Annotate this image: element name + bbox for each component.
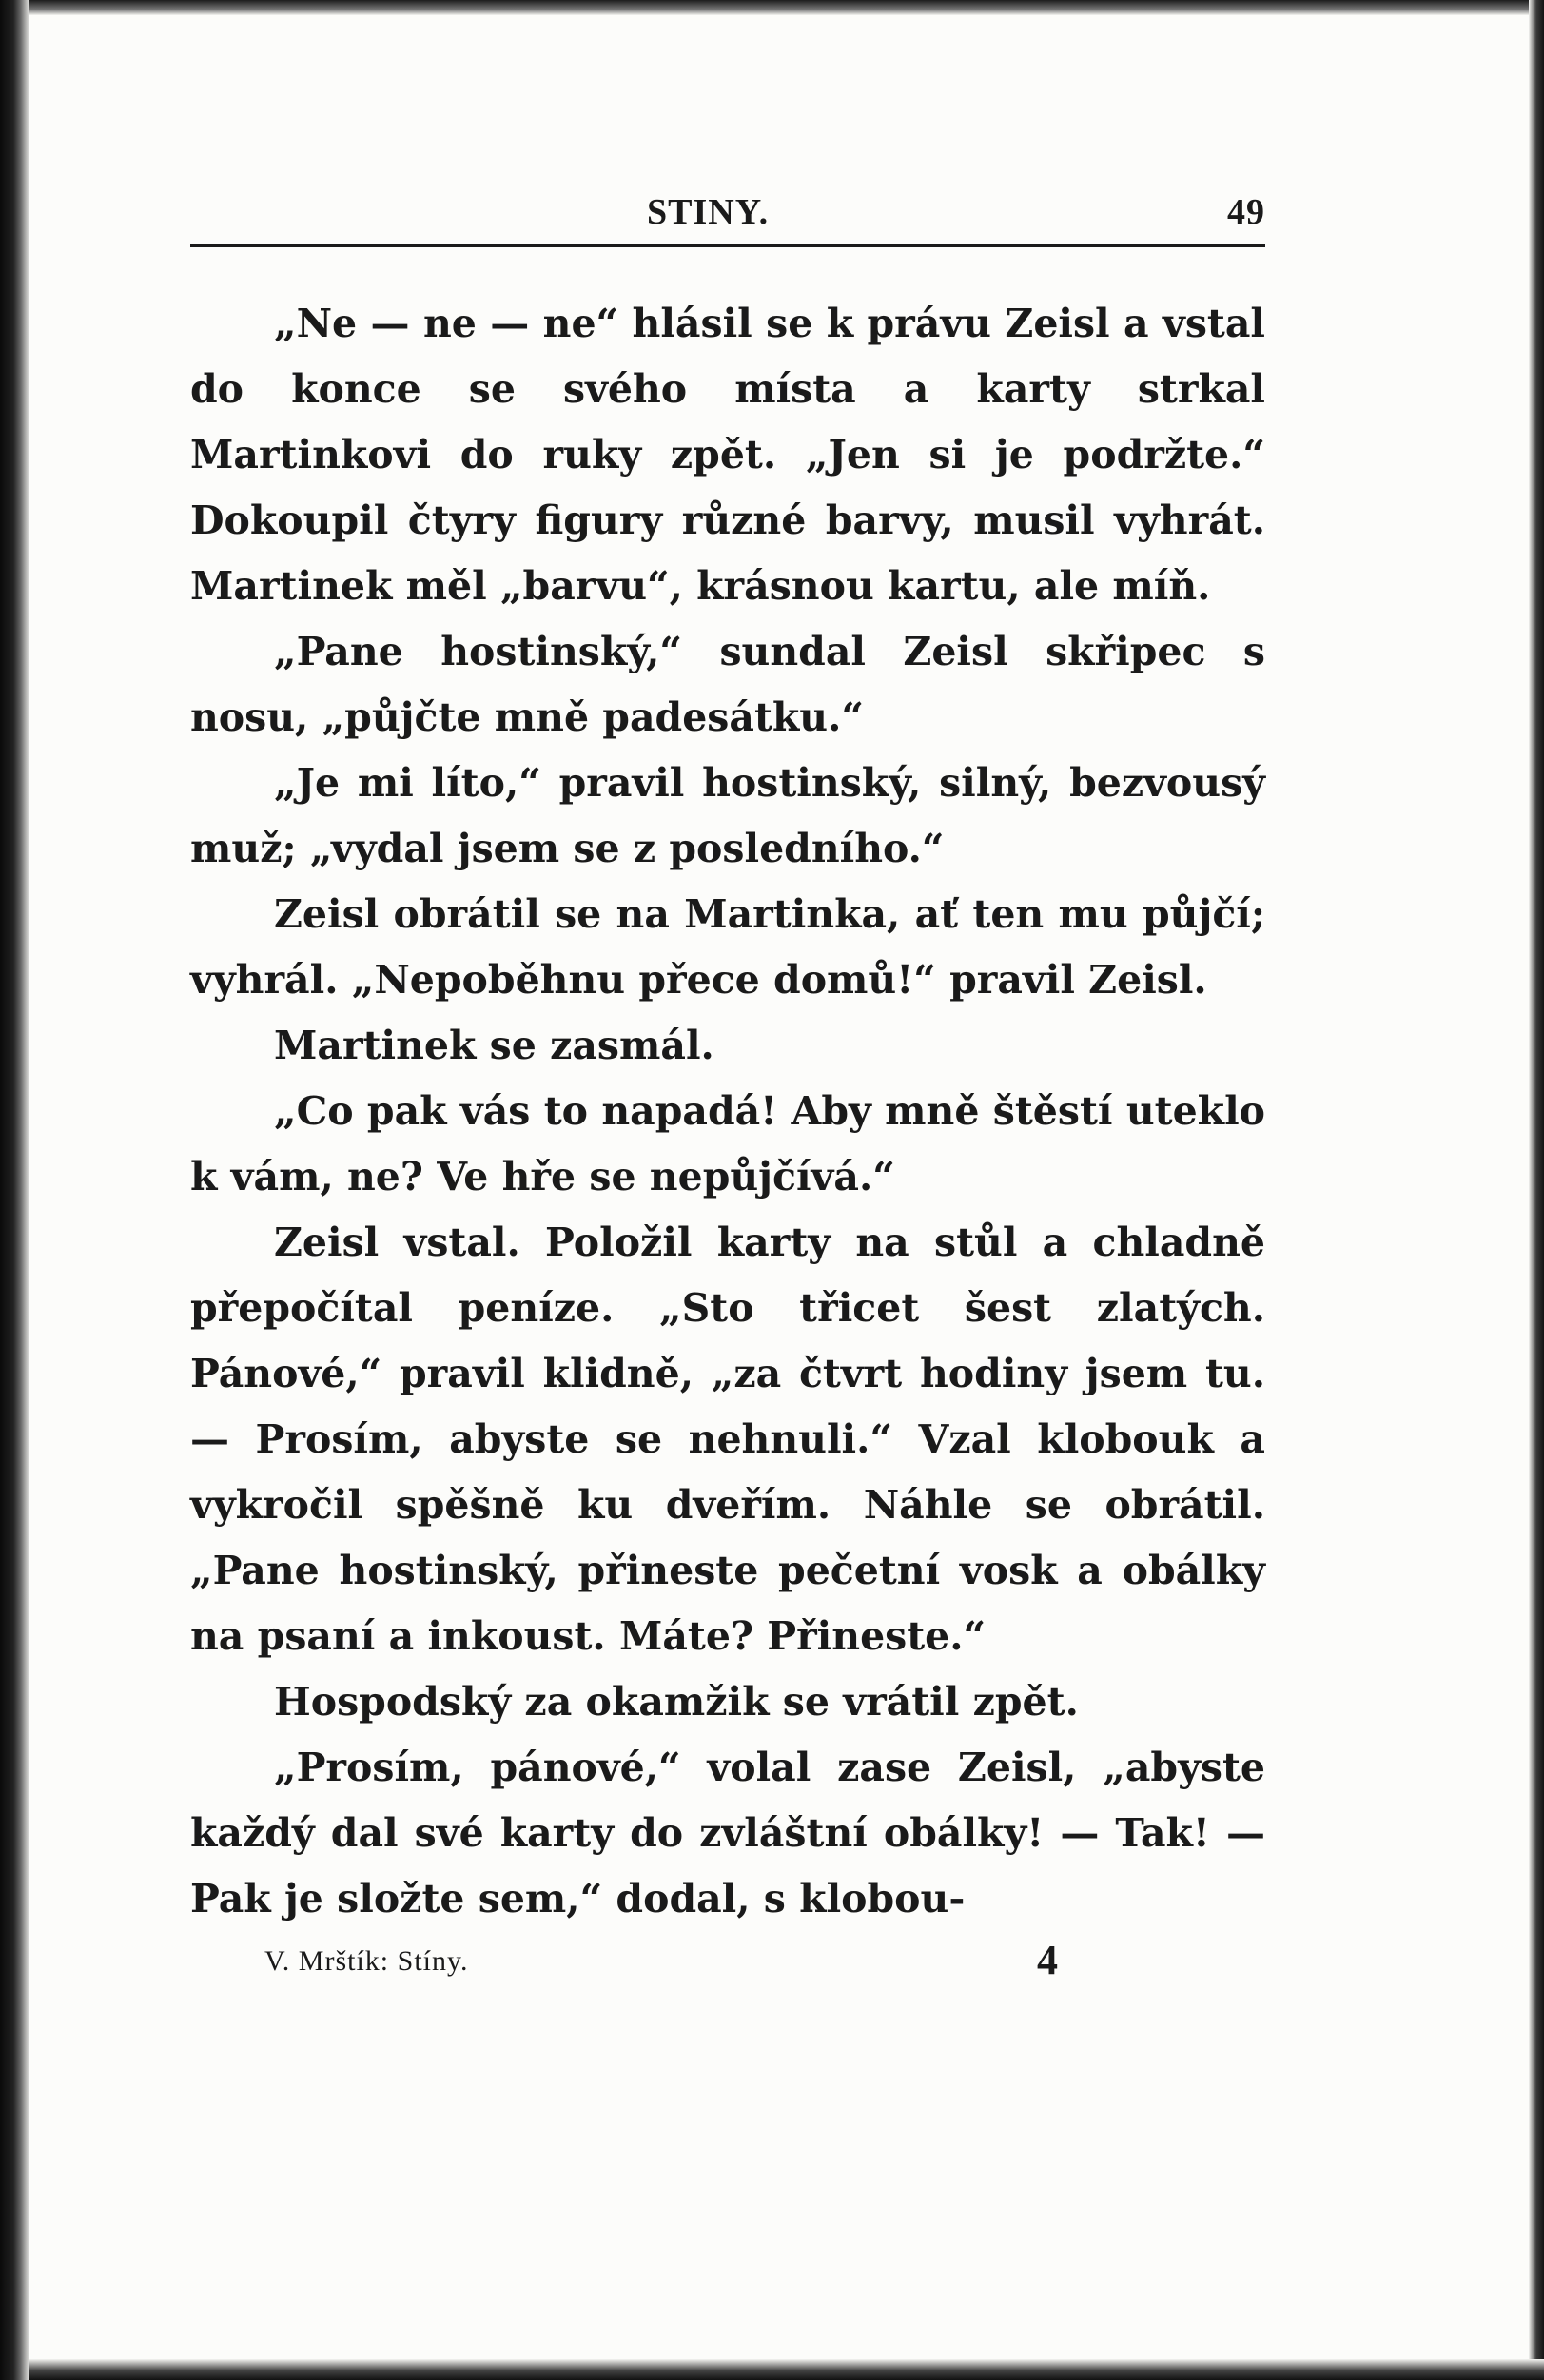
page-content: [190, 185, 1265, 1993]
sheet-signature-number: 4: [1037, 1937, 1058, 1983]
running-head-title: STINY.: [647, 192, 770, 232]
book-binding-shadow: [0, 0, 29, 2380]
header-rule: [190, 244, 1265, 247]
body-text: [190, 291, 1265, 1932]
paragraph: „Ne — ne — ne“ hlásil se k právu Zeisl a vstal do konce se svého místa a karty strkal Martinkovi do ruky zpět. „Jen si je podržte.“ Dokoupil čtyry figury různé barvy, musil vyhrát. Martinek měl „barvu“, krásnou kartu, ale míň.: [190, 301, 1265, 609]
paragraph: „Je mi líto,“ pravil hostinský, silný, bezvousý muž; „vydal jsem se z posledního.“: [190, 760, 1265, 871]
paragraph: Martinek se zasmál.: [274, 1023, 714, 1068]
paragraph: Hospodský za okamžik se vrátil zpět.: [274, 1679, 1079, 1725]
page-number: 49: [1227, 192, 1265, 232]
signature-line: V. Mrštík: Stíny.: [264, 1945, 469, 1977]
paragraph: „Co pak vás to napadá! Aby mně štěstí uteklo k vám, ne? Ve hře se nepůjčívá.“: [190, 1088, 1265, 1200]
bottom-page-edge: [29, 2359, 1544, 2380]
right-page-edge: [1529, 0, 1544, 2380]
page-footer: [190, 1936, 1265, 1993]
paragraph: Zeisl obrátil se na Martinka, ať ten mu půjčí; vyhrál. „Nepoběhnu přece domů!“ pravil Zeisl.: [190, 891, 1265, 1003]
paragraph: Zeisl vstal. Položil karty na stůl a chladně přepočítal peníze. „Sto třicet šest zlatých. Pánové,“ pravil klidně, „za čtvrt hodiny jsem tu. — Prosím, abyste se nehnuli.“ Vzal klobouk a vykročil spěšně ku dveřím. Náhle se obrátil. „Pane hostinský, přineste pečetní vosk a obálky na psaní a inkoust. Máte? Přineste.“: [190, 1219, 1265, 1659]
paragraph: „Pane hostinský,“ sundal Zeisl skřipec s nosu, „půjčte mně padesátku.“: [190, 629, 1265, 740]
paragraph: „Prosím, pánové,“ volal zase Zeisl, „abyste každý dal své karty do zvláštní obálky! — Tak! — Pak je složte sem,“ dodal, s klobou-: [190, 1745, 1265, 1922]
top-page-edge: [29, 0, 1544, 15]
running-head: [190, 185, 1265, 243]
